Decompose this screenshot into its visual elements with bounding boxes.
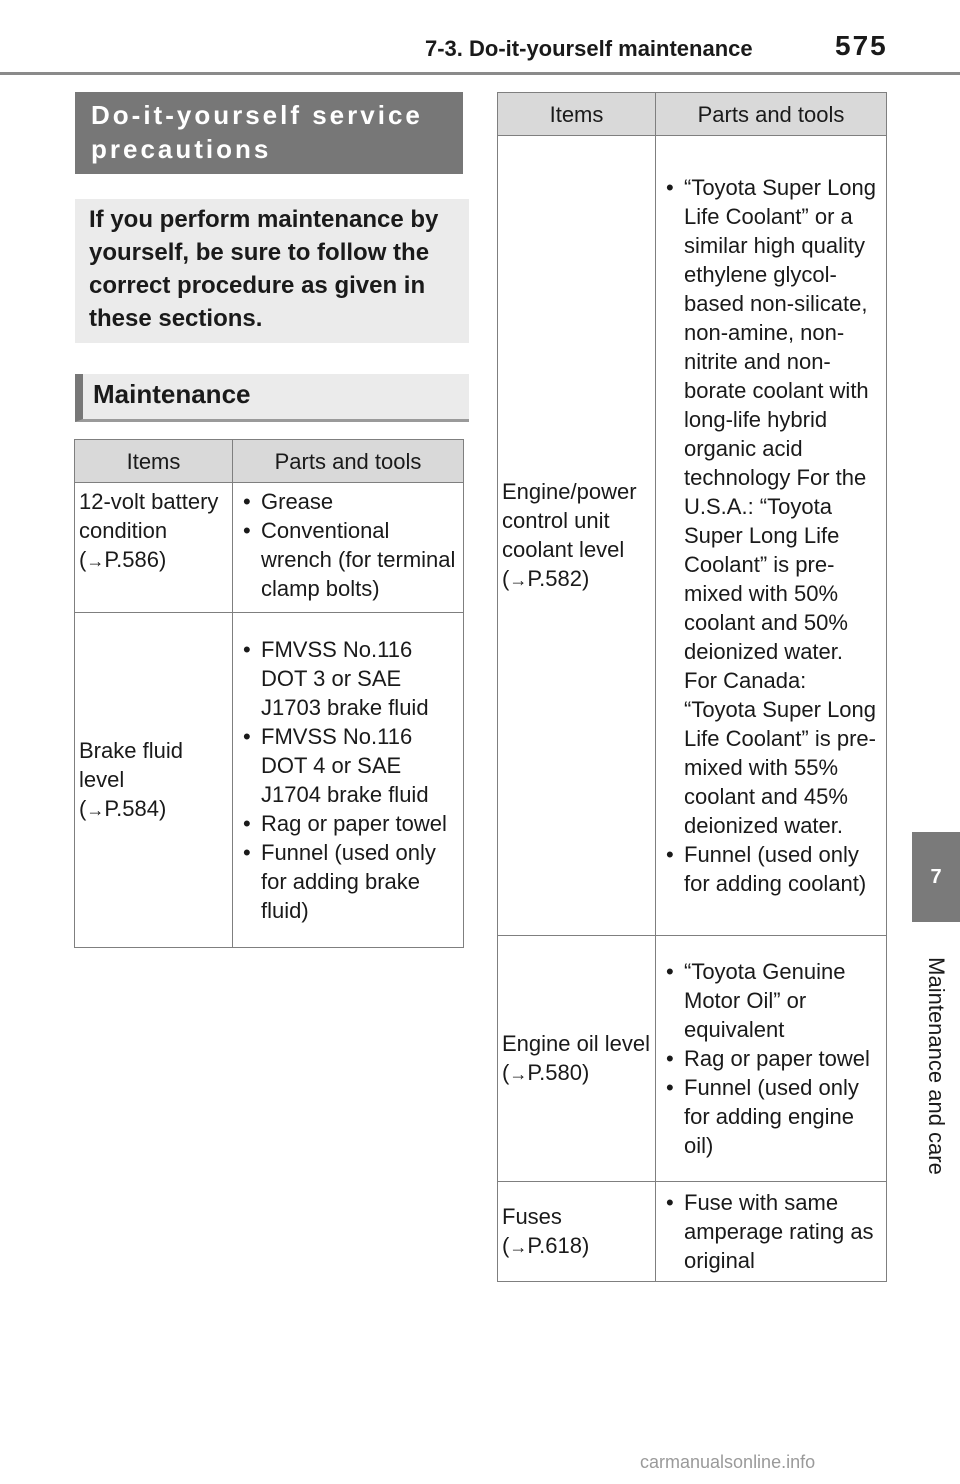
list-item: • Funnel (used only for adding engine oil) <box>660 1073 882 1160</box>
list-item: • Conventional wrench (for terminal clamp bolts) <box>237 516 459 603</box>
parts-cell <box>656 936 887 1182</box>
page-reference-link[interactable]: P.580 <box>527 1059 582 1085</box>
section-title: 7-3. Do-it-yourself maintenance <box>425 36 753 61</box>
maintenance-heading: Maintenance <box>75 374 469 422</box>
item-name: Engine/power control unit coolant level <box>502 478 637 562</box>
arrow-icon: → <box>509 1063 528 1084</box>
item-name: 12-volt battery condition <box>79 489 219 543</box>
table-row <box>75 613 464 948</box>
parts-list <box>660 1188 882 1275</box>
page-number: 575 <box>835 30 888 61</box>
arrow-icon: → <box>86 799 105 820</box>
chapter-label: Maintenance and care <box>924 957 949 1175</box>
page-reference-link[interactable]: P.618 <box>527 1232 582 1258</box>
table-row <box>498 136 887 936</box>
parts-cell <box>233 613 464 948</box>
page-reference-link[interactable]: P.582 <box>527 565 582 591</box>
parts-list <box>237 635 459 925</box>
item-cell: Engine/power control unit coolant level (→P.582) <box>498 136 656 936</box>
list-item: • Grease <box>237 487 459 516</box>
header-parts-and-tools: Parts and tools <box>233 440 464 483</box>
list-item: • Funnel (used only for adding brake fluid) <box>237 838 459 925</box>
precautions-heading: Do-it-yourself service precautions <box>75 92 463 174</box>
parts-list <box>660 957 882 1160</box>
intro-text: If you perform maintenance by yourself, be sure to follow the correct procedure as given in these sections. <box>75 199 469 343</box>
arrow-icon: → <box>509 569 528 590</box>
table-row <box>498 1182 887 1282</box>
header-parts-and-tools: Parts and tools <box>656 93 887 136</box>
arrow-icon: → <box>509 1236 528 1257</box>
page-reference-link[interactable]: P.586 <box>104 547 159 572</box>
chapter-number: 7 <box>930 865 942 888</box>
list-item: • Funnel (used only for adding coolant) <box>660 840 882 898</box>
table-row <box>75 483 464 613</box>
watermark: carmanualsonline.info <box>640 1452 816 1472</box>
header-items: Items <box>75 440 233 483</box>
item-cell: Engine oil level (→P.580) <box>498 936 656 1182</box>
list-item: • Rag or paper towel <box>660 1044 882 1073</box>
page-reference-link[interactable]: P.584 <box>104 795 159 821</box>
table-row <box>498 936 887 1182</box>
table-header-row <box>498 93 887 136</box>
item-cell: 12-volt battery condition (→P.586) <box>75 483 233 613</box>
arrow-icon: → <box>86 551 105 571</box>
parts-cell <box>656 136 887 936</box>
list-item: • “Toyota Super Long Life Coolant” or a similar high quality ethylene glycol-based non-silicate, non-amine, non-nitrite and non-borate coolant with long-life hybrid organic acid technology For the U.S.A.: “Toyota Super Long Life Coolant” is pre-mixed with 50% coolant and 50% deionized water. For Canada: “Toyota Super Long Life Coolant” is pre-mixed with 55% coolant and 45% deionized water. <box>660 173 882 840</box>
item-name: Brake fluid level <box>79 737 183 792</box>
table-header-row <box>75 440 464 483</box>
parts-cell <box>656 1182 887 1282</box>
parts-list <box>237 487 459 603</box>
header-items: Items <box>498 93 656 136</box>
chapter-tab <box>912 832 960 922</box>
item-name: Engine oil level <box>502 1030 650 1056</box>
list-item: • FMVSS No.116 DOT 3 or SAE J1703 brake fluid <box>237 635 459 722</box>
item-cell: Brake fluid level (→P.584) <box>75 613 233 948</box>
header-divider <box>0 72 960 75</box>
item-name: Fuses <box>502 1203 562 1229</box>
maintenance-table-right <box>497 92 887 1282</box>
list-item: • Fuse with same amperage rating as original <box>660 1188 882 1275</box>
parts-cell <box>233 483 464 613</box>
parts-list <box>660 173 882 898</box>
item-cell: Fuses (→P.618) <box>498 1182 656 1282</box>
list-item: • FMVSS No.116 DOT 4 or SAE J1704 brake fluid <box>237 722 459 809</box>
list-item: • “Toyota Genuine Motor Oil” or equivalent <box>660 957 882 1044</box>
maintenance-table-left <box>74 439 464 948</box>
list-item: • Rag or paper towel <box>237 809 459 838</box>
